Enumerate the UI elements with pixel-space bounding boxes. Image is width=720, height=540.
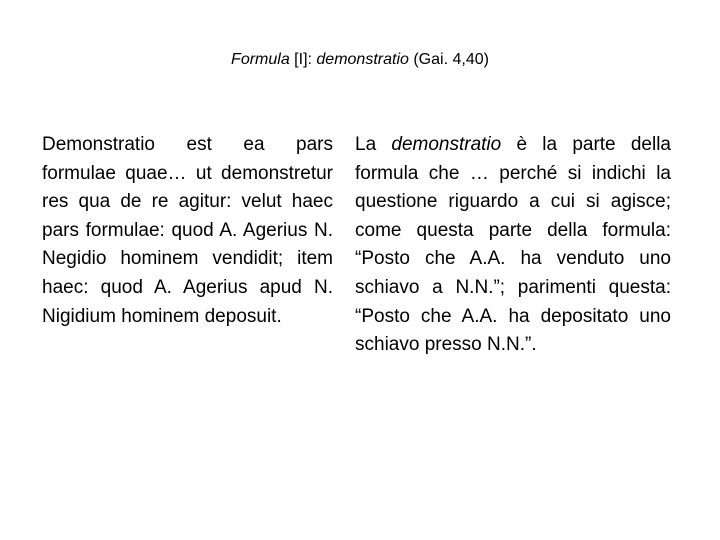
latin-text: Demonstratio est ea pars formulae quae… ut demonstretur res qua de re agitur: velut haec pars formulae: quod A. Agerius N. Negidio hominem vendidit; item haec: quod A. Agerius apud N. Nigidium hominem deposuit. xyxy=(42,134,333,327)
italian-intro: La xyxy=(355,134,392,155)
italian-term: demonstratio xyxy=(391,134,502,155)
italian-rest: è la parte della formula che … perché si indichi la questione riguardo a cui si agisce; come questa parte della formula: “Posto che A.A. ha venduto uno schiavo a N.N.”; parimenti questa: “Posto che A.A. ha depositato uno schiavo presso N.N.”. xyxy=(355,134,672,356)
title-source: (Gai. 4,40) xyxy=(408,51,489,68)
italian-text xyxy=(355,131,671,360)
title-formula: Formula xyxy=(231,51,290,68)
title-bracket: [I]: xyxy=(289,51,317,68)
slide-title xyxy=(0,50,720,70)
title-demonstratio: demonstratio xyxy=(316,51,409,68)
